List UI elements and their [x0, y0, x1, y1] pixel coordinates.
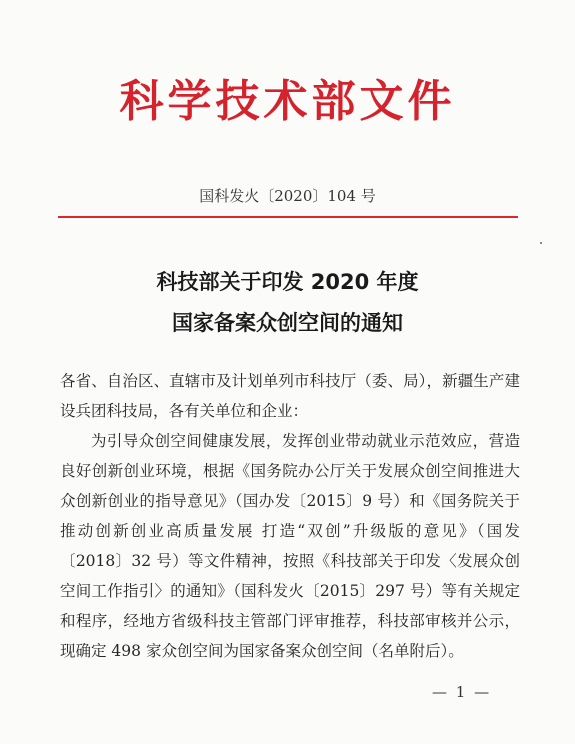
salutation: 各省、自治区、直辖市及计划单列市科技厅（委、局），新疆生产建设兵团科技局，各有关单位和企业：: [60, 372, 520, 420]
notice-title-line-2: 国家备案众创空间的通知: [172, 311, 403, 335]
page-number: — 1 —: [432, 683, 492, 701]
notice-title-line-1: 科技部关于印发 2020 年度: [156, 270, 419, 294]
red-divider-line: [58, 216, 518, 218]
document-number: 国科发火〔2020〕104 号: [199, 187, 376, 205]
issuer-header: 科学技术部文件: [119, 76, 456, 127]
body-paragraph: 为引导众创空间健康发展，发挥创业带动就业示范效应，营造良好创新创业环境，根据《国务院办公厅关于发展众创空间推进大众创新创业的指导意见》（国办发〔2015〕9 号）和《国务院关于推动创新创业高质量发展 打造“双创”升级版的意见》（国发〔2018〕32 号）等文件精神，按照《科技部关于印发〈发展众创空间工作指引〉的通知》（国科发火〔2015〕297 号）等有关规定和程序，经地方省级科技主管部门评审推荐，科技部审核并公示，现确定 498 家众创空间为国家备案众创空间（名单附后）。: [60, 432, 520, 660]
scan-speck: [540, 242, 542, 244]
